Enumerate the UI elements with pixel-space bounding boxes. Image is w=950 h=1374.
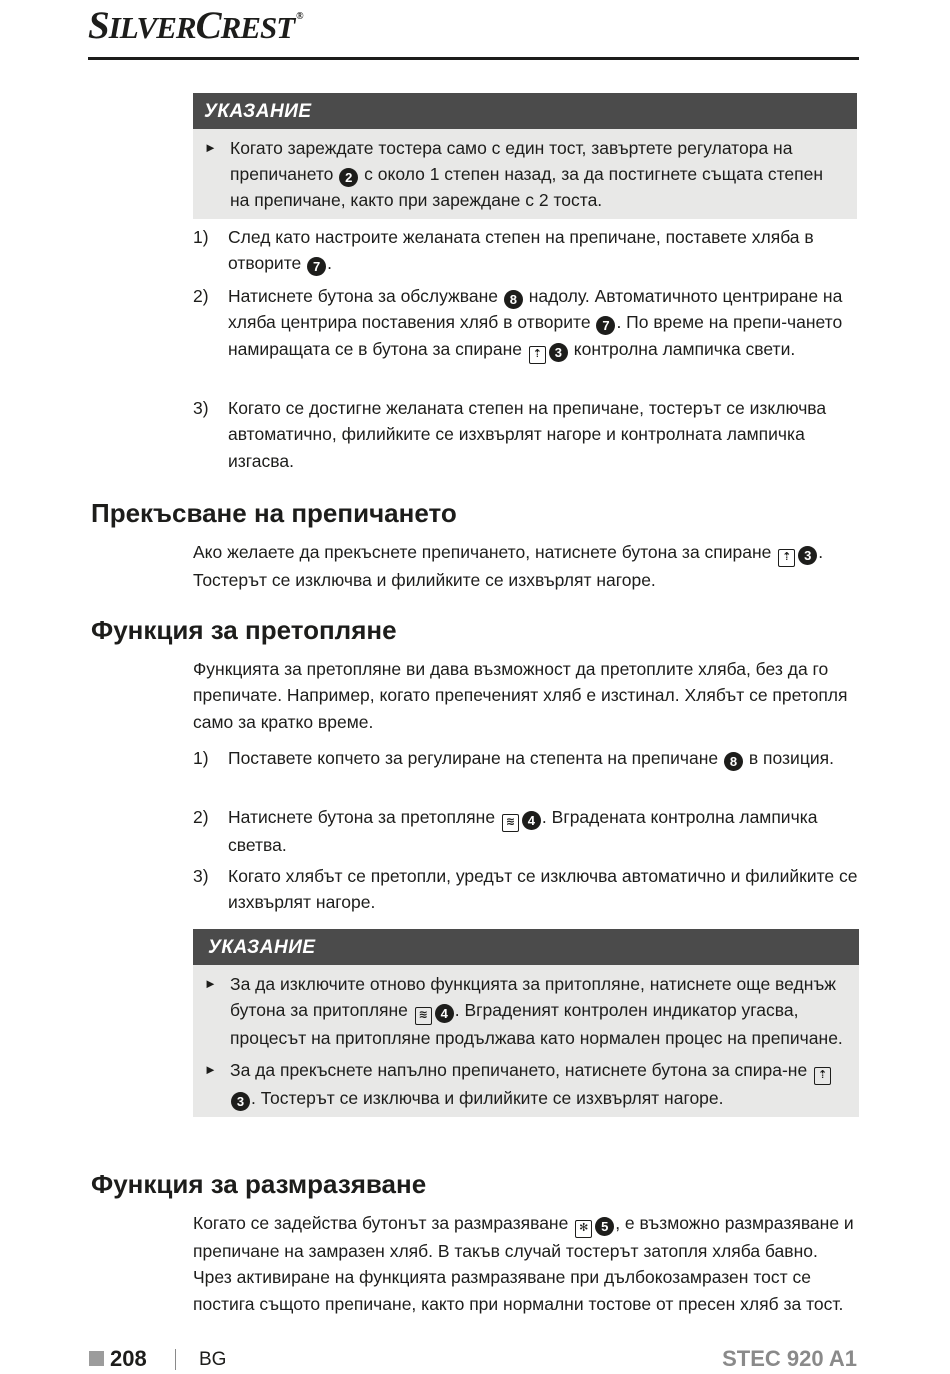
section-heading: Функция за претопляне [91, 615, 397, 645]
section-paragraph: Когато се задейства бутонът за размразяване ✻ 5 , е възможно размразяване и препичане на замразен хляб. В такъв случай тостерът затопля хляба бавно. Чрез активиране на функцията размразяване при дълбокозамразен тост се постига същото препичане, както при нормални тостове от пресен хляб за тост. [193, 1213, 854, 1314]
number-badge: 8 [724, 752, 743, 771]
section-heading: Функция за размразяване [91, 1169, 427, 1199]
model-number: STEC 920 A1 [722, 1346, 857, 1371]
stop-button-icon: ⇡ [529, 346, 546, 364]
reheat-button-icon: ≋ [502, 814, 519, 832]
step-item: 2) Натиснете бутона за обслужване 8 надолу. Автоматичното центриране на хляба центрира поставения хляб в отворите 7 . По време на препи-чането намиращата се в бутона за спиране ⇡ 3 контролна лампичка свети. [193, 283, 859, 364]
note-item: ► За да изключите отново функцията за притопляне, натиснете още веднъж бутона за притопляне ≋ 4 . Вграденият контролен индикатор угасва, процесът на притопляне продължава като нормален процес на препичане. [193, 971, 859, 1051]
number-badge: 4 [522, 811, 541, 830]
step-item: 1) След като настроите желаната степен на препичане, поставете хляба в отворите 7 . [193, 227, 814, 275]
header-rule [88, 57, 859, 60]
number-badge: 7 [307, 257, 326, 276]
number-badge: 3 [549, 343, 568, 362]
note-box-2 [193, 929, 859, 1117]
step-item: 3) Когато хлябът се претопли, уредът се изключва автоматично и филийките се изхвърлят нагоре. [193, 866, 858, 913]
reheat-button-icon: ≋ [415, 1007, 432, 1025]
page-number: 208 [110, 1346, 147, 1371]
footer-square [89, 1351, 104, 1366]
note-title: УКАЗАНИЕ [193, 93, 857, 129]
number-badge: 8 [504, 290, 523, 309]
number-badge: 5 [595, 1217, 614, 1236]
note-item: ► Когато зареждате тостера само с един тост, завъртете регулатора на препичането 2 с около 1 степен назад, за да постигнете същата степен на препичане, както при зареждане с 2 тоста. [193, 135, 857, 213]
number-badge: 3 [798, 546, 817, 565]
step-item: 1) Поставете копчето за регулиране на степента на препичане 8 в позиция. [193, 748, 834, 769]
step-item: 3) Когато се достигне желаната степен на препичане, тостерът се изключва автоматично, филийките се изхвърлят нагоре и контролната лампичка изгасва. [193, 398, 827, 471]
note-title: УКАЗАНИЕ [193, 929, 859, 965]
footer-separator [175, 1349, 176, 1370]
language-code: BG [199, 1349, 227, 1370]
stop-button-icon: ⇡ [814, 1067, 831, 1085]
section-paragraph: Функцията за претопляне ви дава възможност да претоплите хляба, без да го препичате. Например, когато препеченият хляб е изстинал. Хлябът се претопля само за кратко време. [193, 659, 848, 732]
number-badge: 2 [339, 168, 358, 187]
arrow-icon: ► [204, 140, 217, 155]
arrow-icon: ► [204, 976, 217, 991]
brand-logo: SILVERCREST ® [88, 4, 303, 47]
note-item: ► За да прекъснете напълно препичането, натиснете бутона за спира-не ⇡3 . Тостерът се изключва и филийките се изхвърлят нагоре. [193, 1057, 859, 1111]
stop-button-icon: ⇡ [778, 549, 795, 567]
section-heading: Прекъсване на препичането [91, 498, 457, 528]
number-badge: 7 [596, 316, 615, 335]
step-item: 2) Натиснете бутона за претопляне ≋ 4 . Вградената контролна лампичка светва. [193, 807, 818, 855]
section-paragraph: Ако желаете да прекъснете препичането, натиснете бутона за спиране ⇡ 3 . Тостерът се изключва и филийките се изхвърлят нагоре. [193, 542, 824, 590]
arrow-icon: ► [204, 1062, 217, 1077]
number-badge: 3 [231, 1092, 250, 1111]
defrost-button-icon: ✻ [575, 1220, 592, 1238]
note-box-1 [193, 93, 857, 219]
number-badge: 4 [435, 1004, 454, 1023]
